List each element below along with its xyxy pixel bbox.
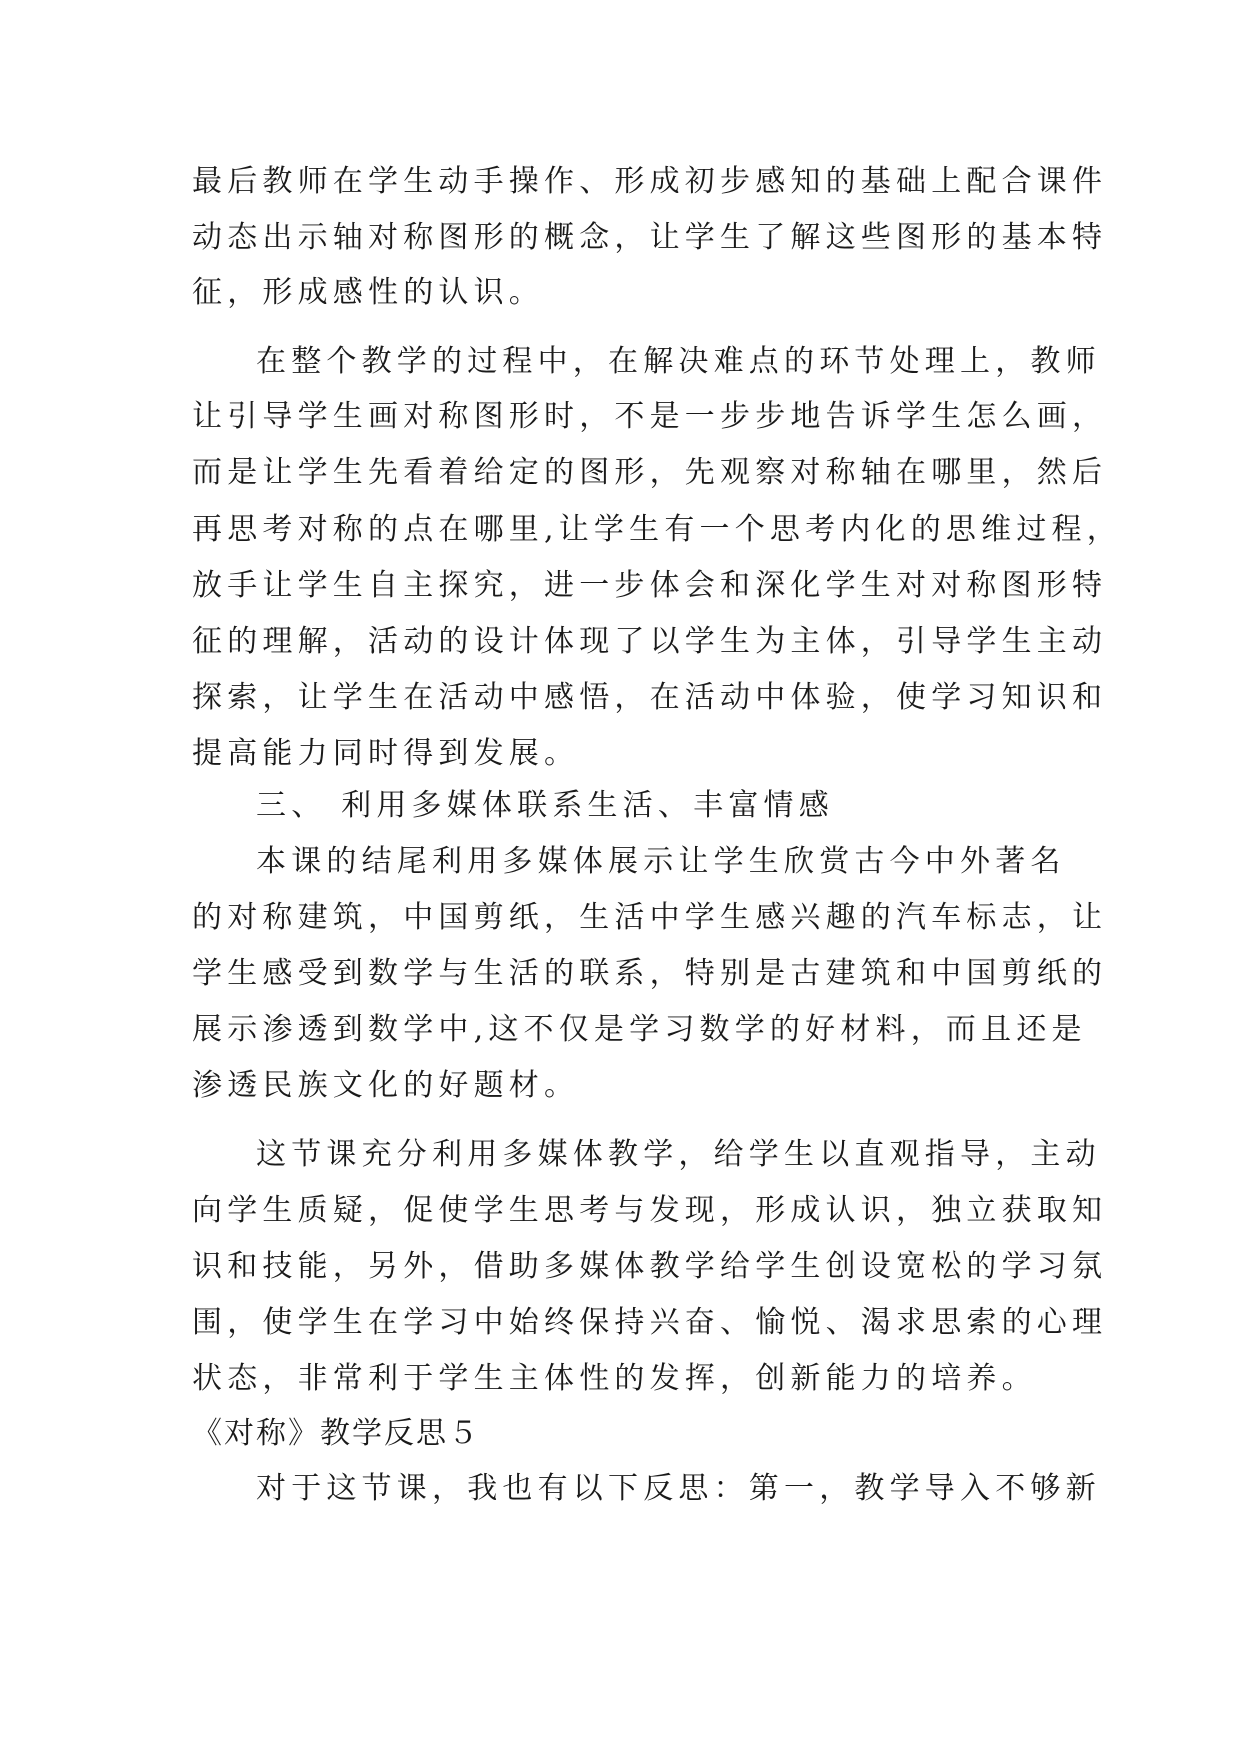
text-line: 动态出示轴对称图形的概念，让学生了解这些图形的基本特	[192, 220, 1108, 255]
text-line: 再思考对称的点在哪里,让学生有一个思考内化的思维过程，	[192, 512, 1122, 547]
text-line: 围，使学生在学习中始终保持兴奋、愉悦、渴求思索的心理	[192, 1305, 1108, 1340]
text-line: 学生感受到数学与生活的联系，特别是古建筑和中国剪纸的	[192, 956, 1108, 991]
text-line: 探索，让学生在活动中感悟，在活动中体验，使学习知识和	[192, 680, 1108, 715]
text-line: 让引导学生画对称图形时，不是一步步地告诉学生怎么画，	[192, 399, 1108, 434]
text-line: 状态，非常利于学生主体性的发挥，创新能力的培养。	[192, 1361, 1037, 1396]
text-line: 渗透民族文化的好题材。	[192, 1068, 580, 1103]
text-line: 向学生质疑，促使学生思考与发现，形成认识，独立获取知	[192, 1193, 1108, 1228]
text-line: 征的理解，活动的设计体现了以学生为主体，引导学生主动	[192, 624, 1108, 659]
paragraph-start-line: 对于这节课，我也有以下反思：第一，教学导入不够新	[256, 1471, 1101, 1506]
article-title: 《对称》教学反思５	[192, 1416, 480, 1451]
text-line: 放手让学生自主探究，进一步体会和深化学生对对称图形特	[192, 568, 1108, 603]
section-heading: 三、 利用多媒体联系生活、丰富情感	[256, 788, 834, 823]
text-line: 而是让学生先看着给定的图形，先观察对称轴在哪里，然后	[192, 455, 1108, 490]
text-line: 的对称建筑，中国剪纸，生活中学生感兴趣的汽车标志，让	[192, 900, 1108, 935]
text-line: 识和技能，另外，借助多媒体教学给学生创设宽松的学习氛	[192, 1249, 1108, 1284]
paragraph-start-line: 在整个教学的过程中，在解决难点的环节处理上，教师	[256, 344, 1101, 379]
paragraph-start-line: 本课的结尾利用多媒体展示让学生欣赏古今中外著名	[256, 844, 1066, 879]
text-line: 提高能力同时得到发展。	[192, 736, 580, 771]
text-line: 征，形成感性的认识。	[192, 275, 544, 310]
paragraph-start-line: 这节课充分利用多媒体教学，给学生以直观指导，主动	[256, 1137, 1101, 1172]
text-line: 展示渗透到数学中,这不仅是学习数学的好材料，而且还是	[192, 1012, 1087, 1047]
text-line: 最后教师在学生动手操作、形成初步感知的基础上配合课件	[192, 164, 1108, 199]
